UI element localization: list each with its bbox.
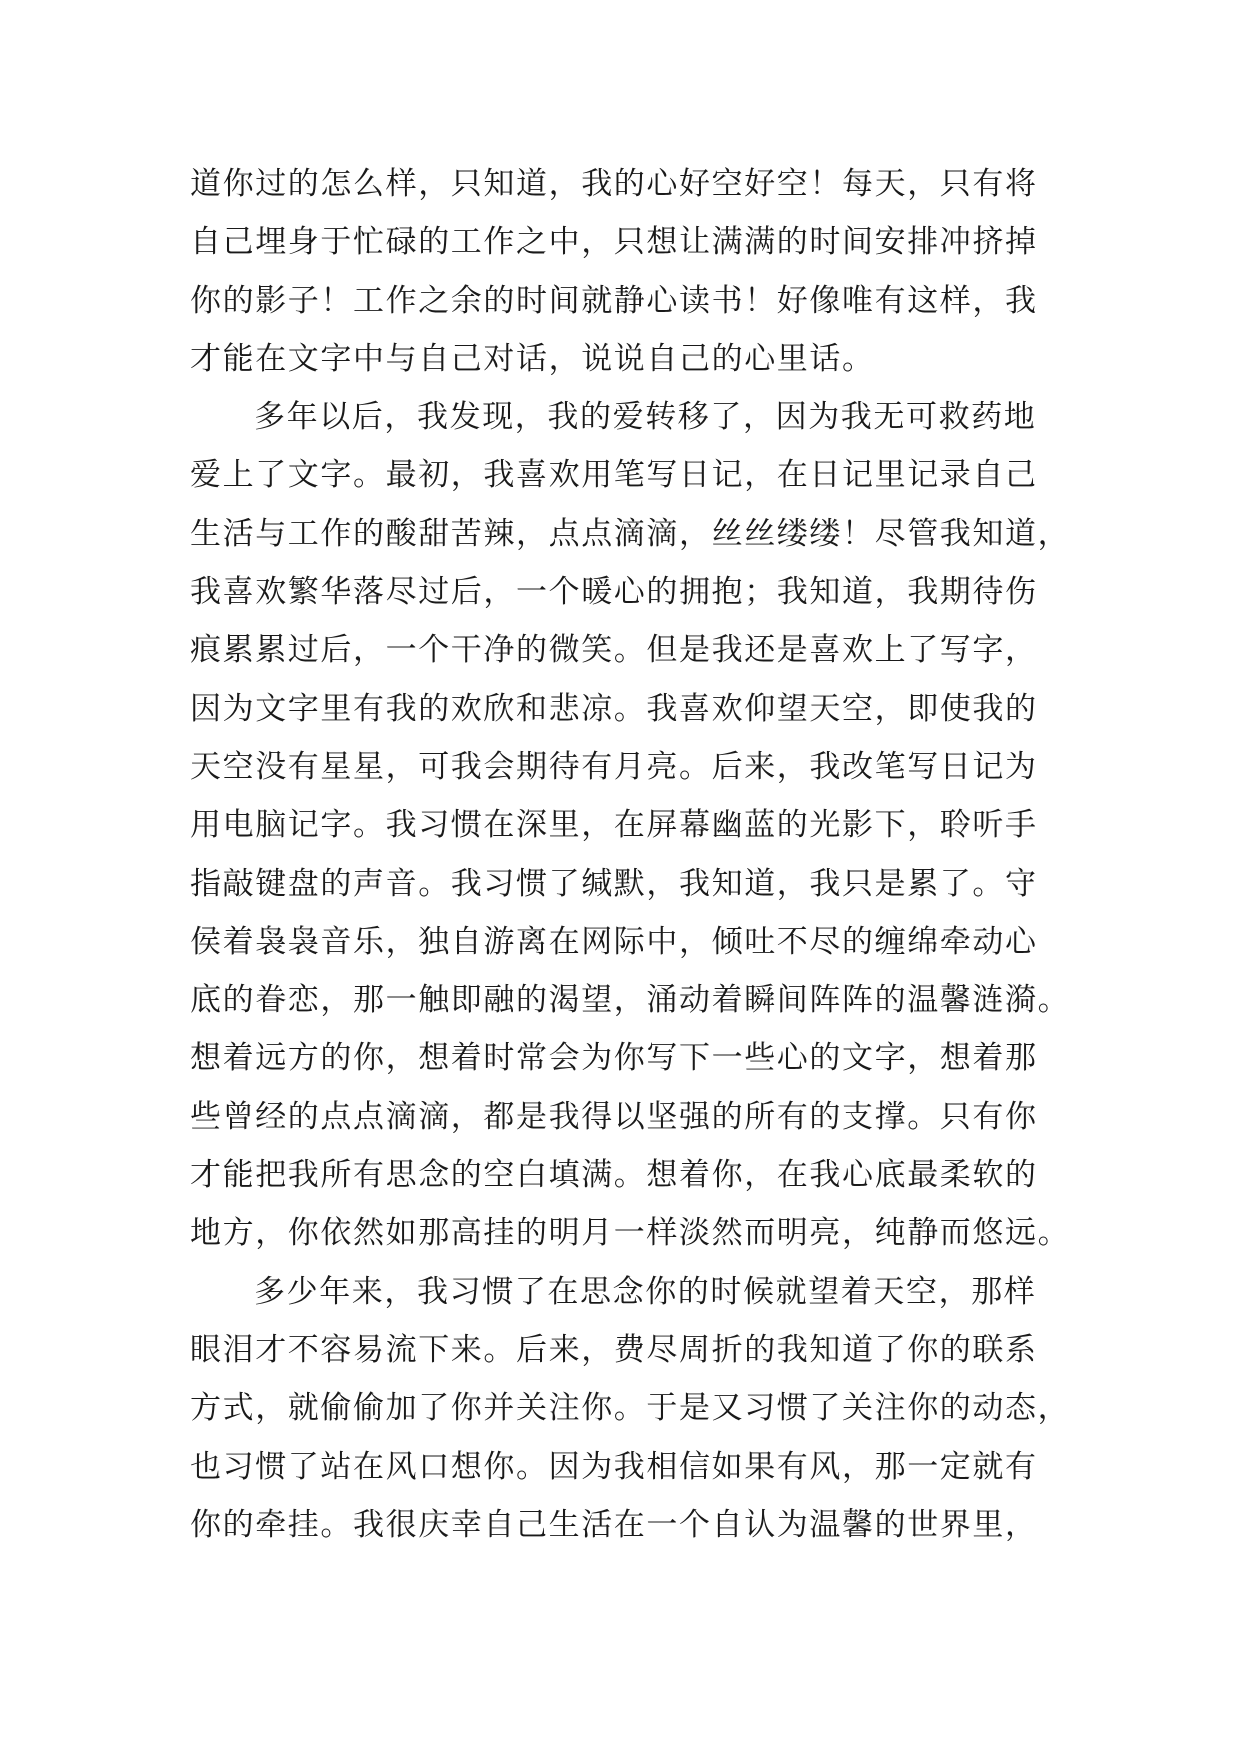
text-line: 指敲键盘的声音。我习惯了缄默，我知道，我只是累了。守 — [190, 865, 1038, 902]
paragraph-first-line: 多少年来，我习惯了在思念你的时候就望着天空，那样 — [254, 1273, 1037, 1310]
text-line: 爱上了文字。最初，我喜欢用笔写日记，在日记里记录自己 — [190, 457, 1038, 494]
text-line: 天空没有星星，可我会期待有月亮。后来，我改笔写日记为 — [190, 748, 1038, 785]
text-line: 也习惯了站在风口想你。因为我相信如果有风，那一定就有 — [190, 1448, 1038, 1485]
text-line: 道你过的怎么样，只知道，我的心好空好空！每天，只有将 — [190, 166, 1038, 202]
text-line: 才能把我所有思念的空白填满。想着你，在我心底最柔软的 — [190, 1157, 1038, 1194]
text-line: 你的影子！工作之余的时间就静心读书！好像唯有这样，我 — [190, 282, 1038, 319]
text-line: 想着远方的你，想着时常会为你写下一些心的文字，想着那 — [190, 1040, 1038, 1077]
text-line: 因为文字里有我的欢欣和悲凉。我喜欢仰望天空，即使我的 — [190, 690, 1038, 727]
text-line: 些曾经的点点滴滴，都是我得以坚强的所有的支撑。只有你 — [190, 1098, 1038, 1135]
text-line: 才能在文字中与自己对话，说说自己的心里话。 — [190, 340, 875, 377]
text-line: 痕累累过后，一个干净的微笑。但是我还是喜欢上了写字， — [190, 632, 1038, 669]
text-line: 眼泪才不容易流下来。后来，费尽周折的我知道了你的联系 — [190, 1331, 1038, 1368]
text-line: 用电脑记字。我习惯在深里，在屏幕幽蓝的光影下，聆听手 — [190, 807, 1038, 844]
body-text — [190, 155, 1070, 1554]
text-line: 我喜欢繁华落尽过后，一个暖心的拥抱；我知道，我期待伤 — [190, 574, 1038, 611]
text-line: 生活与工作的酸甜苦辣，点点滴滴，丝丝缕缕！尽管我知道， — [190, 515, 1071, 552]
text-line: 自己埋身于忙碌的工作之中，只想让满满的时间安排冲挤掉 — [190, 224, 1038, 261]
text-line: 地方，你依然如那高挂的明月一样淡然而明亮，纯静而悠远。 — [190, 1215, 1071, 1252]
text-line: 侯着袅袅音乐，独自游离在网际中，倾吐不尽的缠绵牵动心 — [190, 923, 1038, 960]
text-line: 底的眷恋，那一触即融的渴望，涌动着瞬间阵阵的温馨涟漪。 — [190, 982, 1071, 1019]
text-line: 方式，就偷偷加了你并关注你。于是又习惯了关注你的动态， — [190, 1390, 1071, 1427]
text-line: 你的牵挂。我很庆幸自己生活在一个自认为温馨的世界里， — [190, 1506, 1038, 1543]
paragraph-first-line: 多年以后，我发现，我的爱转移了，因为我无可救药地 — [254, 399, 1037, 436]
